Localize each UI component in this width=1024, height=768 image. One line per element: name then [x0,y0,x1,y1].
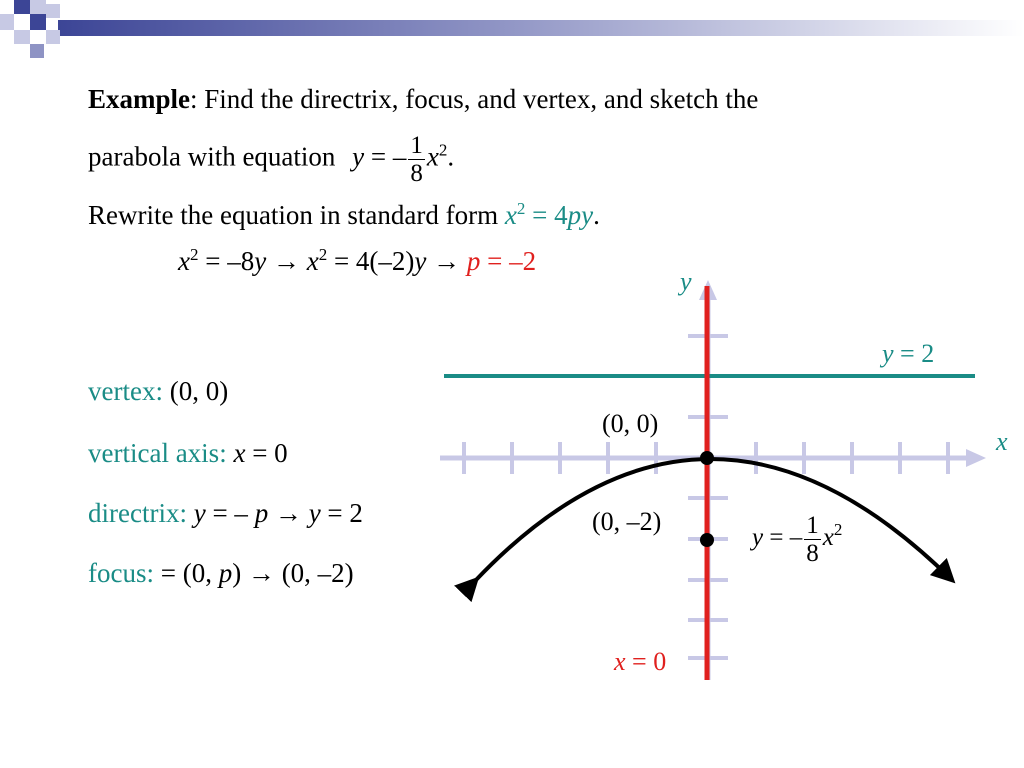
curve-denominator: 8 [806,540,819,567]
directrix-p: p [254,498,269,528]
curve-x: x [822,524,834,552]
curve-exponent: 2 [833,520,843,540]
axis-graph-x: x [614,647,626,676]
deriv-arrow-1: → [266,246,307,276]
directrix-graph-label [882,340,934,368]
deriv-arrow-2: → [426,246,467,276]
deriv-exp2: 2 [318,245,328,264]
y-axis-label: y [680,267,692,296]
vertex-point-label: (0, 0) [602,409,659,438]
deriv-y2: y [414,246,427,276]
example-label: Example [88,84,191,114]
standard-period: . [593,200,600,230]
focus-label: focus: [88,558,161,588]
directrix-value: = 2 [320,498,363,528]
curve-numerator: 1 [806,512,819,539]
directrix-graph-y: y [882,339,894,368]
equation-period: . [447,141,455,172]
directrix-y: y [193,498,206,528]
vertex-point [700,451,714,465]
vertex-label: vertex: [88,376,170,406]
curve-fraction [804,512,821,567]
equation-y: y [352,141,365,172]
axis-graph-value: = 0 [625,647,667,676]
standard-py: py [567,200,594,230]
directrix-eq: = – [205,498,255,528]
x-axis-arrow [966,449,986,467]
focus-value-2: ) → (0, –2) [232,558,354,588]
deriv-x: x [178,246,190,276]
focus-point-label: (0, –2) [592,507,662,536]
curve-eq: = – [763,524,803,552]
standard-eq: = 4 [525,200,568,230]
equation-exponent: 2 [438,140,448,160]
vertex-value: (0, 0) [169,376,229,406]
directrix-y2: y [308,498,321,528]
deriv-mid1: = –8 [198,246,255,276]
parabola-curve [476,459,952,580]
deriv-exp: 2 [189,245,199,264]
standard-x: x [504,200,517,230]
fraction-numerator: 1 [410,132,423,159]
deriv-x2: x [306,246,319,276]
deriv-mid2: = 4(–2) [327,246,415,276]
deriv-p: p [466,246,481,276]
deriv-y: y [254,246,267,276]
focus-point [700,533,714,547]
rewrite-text: Rewrite the equation in standard form [88,200,505,230]
x-axis-label: x [996,427,1008,456]
problem-text: : Find the directrix, focus, and vertex, and sketch the [190,84,759,114]
fraction-denominator: 8 [410,160,423,187]
equation-x: x [426,141,439,172]
directrix-arrow: → [268,498,309,528]
curve-y: y [752,524,764,552]
directrix-graph-value: = 2 [893,339,935,368]
directrix-label: directrix: [88,498,194,528]
axis-graph-label [614,648,666,676]
focus-value-1: = (0, [160,558,219,588]
problem-text-2: parabola with equation [88,141,336,172]
axis-label: vertical axis: [88,438,234,468]
axis-x: x [233,438,246,468]
standard-exponent: 2 [516,199,526,218]
focus-p: p [218,558,233,588]
deriv-result: = –2 [480,246,537,276]
equation-equals: = – [364,141,407,172]
curve-equation-label [752,512,842,567]
axis-value: = 0 [245,438,288,468]
